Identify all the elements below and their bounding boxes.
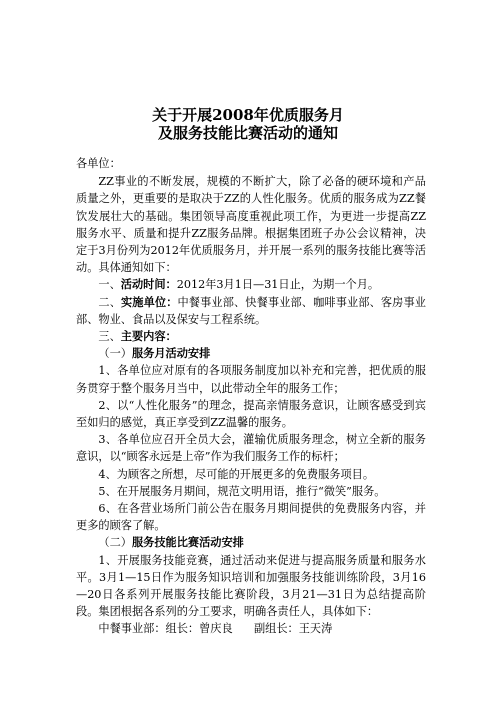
section-text: 2012年3月1日—31日止，为期一个月。 <box>176 278 380 292</box>
list-item: 4、为顾客之所想，尽可能的开展更多的免费服务项目。 <box>98 467 375 481</box>
list-item: 6、在各营业场所门前公告在服务月期间提供的免费服务内容，并更多的顾客了解。 <box>76 502 426 533</box>
intro-paragraph: ZZ事业的不断发展，规模的不断扩大，除了必备的硬环境和产品质量之外，更重要的是取决于ZZ的人性化服务。优质的服务成为ZZ餐饮发展壮大的基础。集团领导高度重视此项工作，为更进一步提高ZZ服务水平、质量和提升ZZ服务品牌。根据集团班子办公会议精神，决定于3月份列为2012年优质服务月，并开展一系列的服务技能比赛等活动。具体通知如下： <box>76 175 426 275</box>
section-activity-time <box>76 276 426 293</box>
salutation: 各单位： <box>76 157 121 170</box>
section-main-content <box>76 328 426 345</box>
section-heading: 实施单位： <box>121 294 178 309</box>
list-item: 1、开展服务技能竞赛，通过活动来促进与提高服务质量和服务水平。3月1—15日作为服务知识培训和加强服务技能训练阶段，3月16—20日各系列开展服务技能比赛阶段，3月21—31日为总结提高阶段。集团根据各系列的分工要求，明确各责任人，具体如下： <box>76 553 426 619</box>
list-item: 5、在开展服务月期间，规范文明用语，推行“微笑”服务。 <box>98 484 386 498</box>
section-label: 三、 <box>98 330 121 344</box>
list-item: 3、各单位应召开全员大会，灌输优质服务理念，树立全新的服务意识，以“顾客永远是上帝”作为我们服务工作的标杆； <box>76 433 426 464</box>
document-title-line-1: 关于开展2008年优质服务月 <box>152 106 344 124</box>
subsection-service-month <box>76 345 426 362</box>
list-item: 2、以“人性化服务”的理念，提高亲情服务意识，让顾客感受到宾至如归的感觉，真正享受到ZZ温馨的服务。 <box>76 398 426 430</box>
subsection-heading: 服务月活动安排 <box>131 346 211 361</box>
roles-line: 中餐事业部：组长：曾庆良 副组长：王天涛 <box>98 622 333 636</box>
subsection-label: （二） <box>98 536 132 550</box>
section-implementing-units <box>76 294 426 328</box>
document-title-line-2: 及服务技能比赛活动的通知 <box>157 124 338 142</box>
section-label: 一、 <box>98 278 121 292</box>
section-heading: 活动时间： <box>120 277 177 292</box>
section-text: 中餐事业部、快餐事业部、咖啡事业部、客房事业部、物业、食品以及保安与工程系统。 <box>76 295 426 326</box>
document-body <box>76 155 426 638</box>
subsection-label: （一） <box>98 347 132 361</box>
section-label: 二、 <box>98 295 121 309</box>
subsection-heading: 服务技能比赛活动安排 <box>131 535 244 550</box>
subsection-skills-competition <box>76 534 426 551</box>
section-heading: 主要内容： <box>120 329 177 344</box>
list-item: 1、各单位应对原有的各项服务制度加以补充和完善，把优质的服务贯穿于整个服务月当中，以此带动全年的服务工作； <box>76 364 426 395</box>
